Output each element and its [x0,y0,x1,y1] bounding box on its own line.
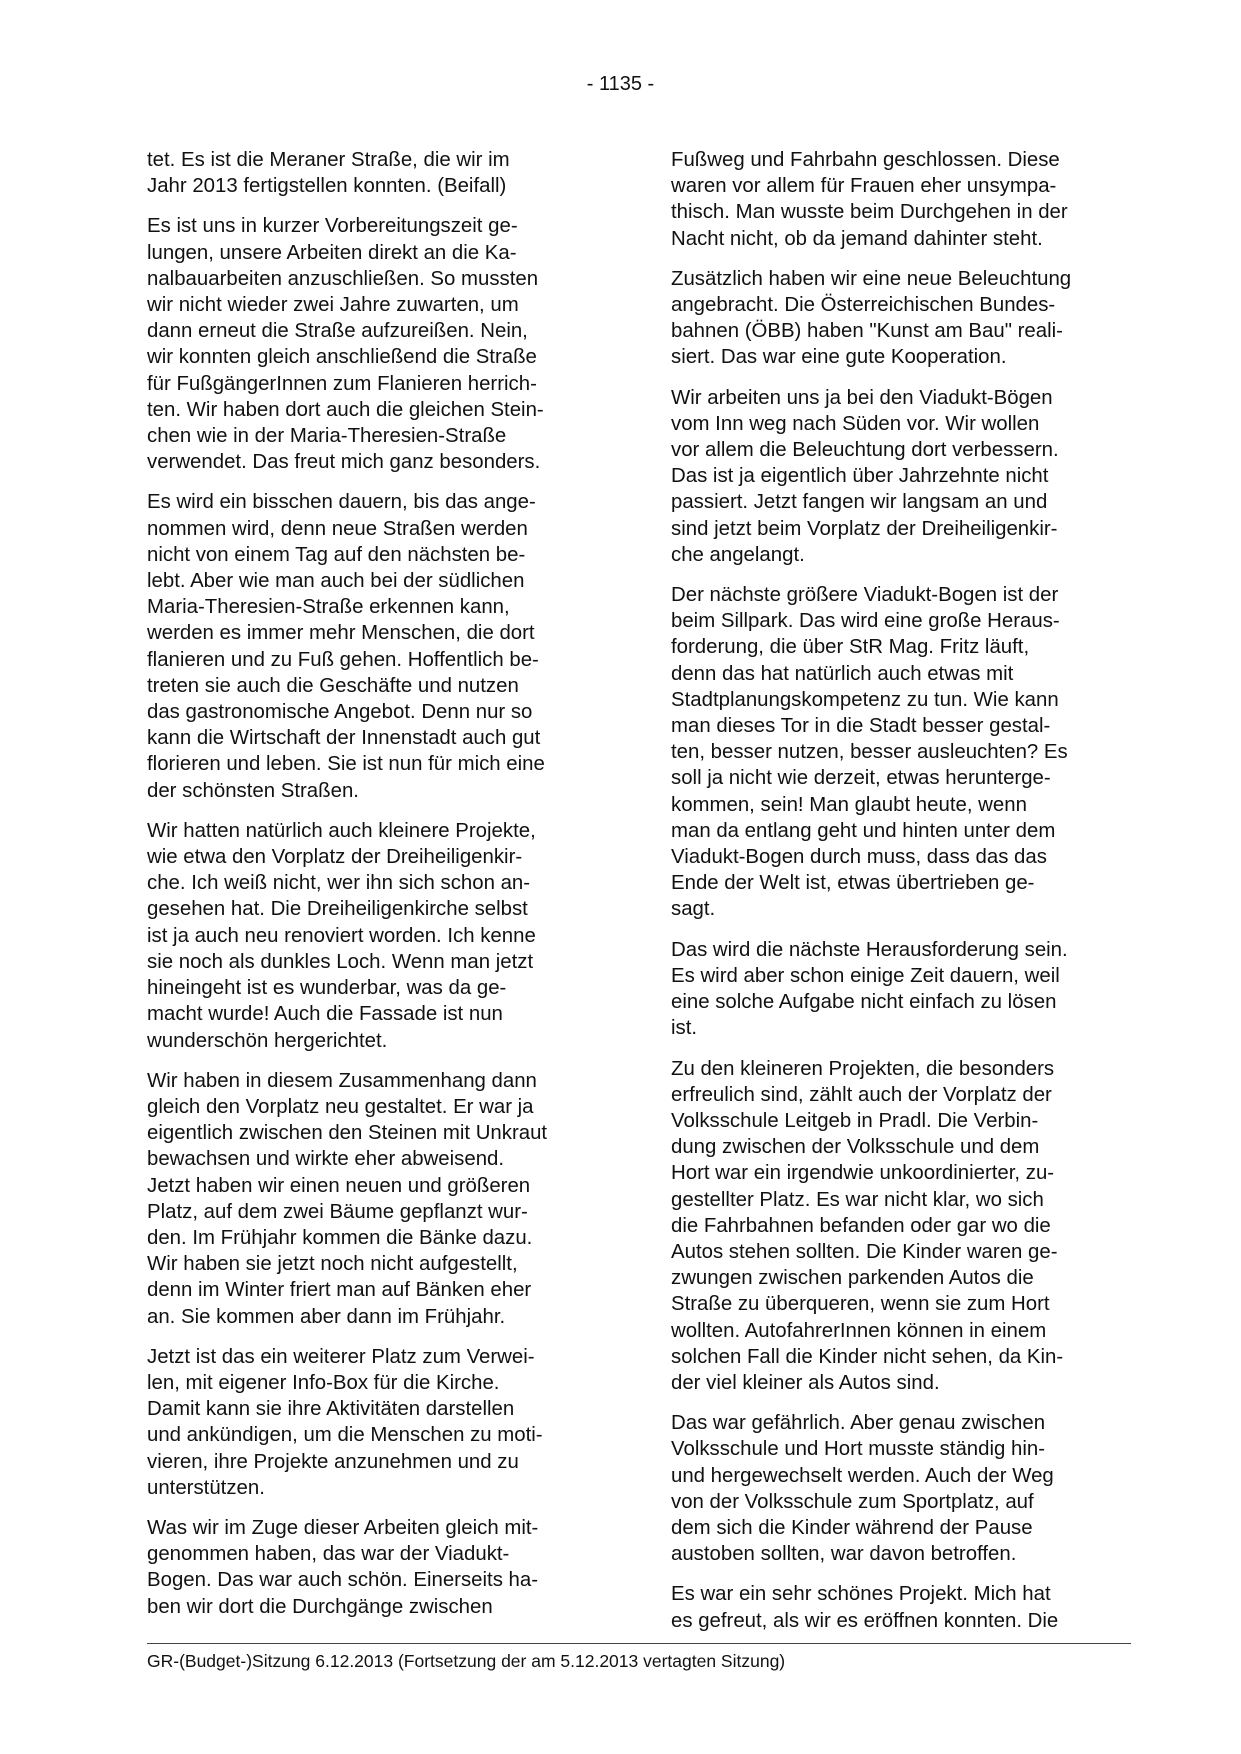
paragraph: Das wird die nächste Herausforderung sein. Es wird aber schon einige Zeit dauern, weil eine solche Aufgabe nicht einfach zu lösen ist. [671,938,1068,1040]
paragraph: tet. Es ist die Meraner Straße, die wir im Jahr 2013 fertigstellen konnten. (Beifall) [147,149,510,198]
paragraph: Wir hatten natürlich auch kleinere Projekte, wie etwa den Vorplatz der Dreiheiligenkir- che. Ich weiß nicht, wer ihn sich schon an- gesehen hat. Die Dreiheiligenkirche selbst ist ja auch neu renoviert worden. Ich kenne sie noch als dunkles Loch. Wenn man jetzt hineingeht ist es wunderbar, was da ge- macht wurde! Auch die Fassade ist nun wunderschön hergerichtet. [147,819,536,1052]
left-column [147,147,605,1634]
paragraph: Zu den kleineren Projekten, die besonders erfreulich sind, zählt auch der Vorplatz der Volksschule Leitgeb in Pradl. Die Verbin- dung zwischen der Volksschule und dem Hort war ein irgendwie unkoordinierter, zu- gestellter Platz. Es war nicht klar, wo sich die Fahrbahnen befanden oder gar wo die Autos stehen sollten. Die Kinder waren ge- zwungen zwischen parkenden Autos die Straße zu überqueren, wenn sie zum Hort wollten. AutofahrerInnen können in einem solchen Fall die Kinder nicht sehen, da Kin- der viel kleiner als Autos sind. [671,1057,1064,1394]
paragraph: Fußweg und Fahrbahn geschlossen. Diese waren vor allem für Frauen eher unsympa- thisch. Man wusste beim Durchgehen in der Nacht nicht, ob da jemand dahinter steht. [671,149,1068,250]
paragraph: Zusätzlich haben wir eine neue Beleuchtung angebracht. Die Österreichischen Bundes- bahnen (ÖBB) haben "Kunst am Bau" reali- siert. Das war eine gute Kooperation. [671,267,1072,369]
right-column [671,147,1129,1648]
paragraph: Es war ein sehr schönes Projekt. Mich hat es gefreut, als wir es eröffnen konnten. Die [671,1583,1059,1632]
paragraph: Es wird ein bisschen dauern, bis das ange- nommen wird, denn neue Straßen werden nicht von einem Tag auf den nächsten be- lebt. Aber wie man auch bei der südlichen Maria-Theresien-Straße erkennen kann, werden es immer mehr Menschen, die dort flanieren und zu Fuß gehen. Hoffentlich be- treten sie auch die Geschäfte und nutzen das gastronomische Angebot. Denn nur so kann die Wirtschaft der Innenstadt auch gut florieren und leben. Sie ist nun für mich eine der schönsten Straßen. [147,491,545,802]
paragraph: Das war gefährlich. Aber genau zwischen Volksschule und Hort musste ständig hin- und hergewechselt werden. Auch der Weg von der Volksschule zum Sportplatz, auf dem sich die Kinder während der Pause austoben sollten, war davon betroffen. [671,1412,1054,1566]
footer-text: GR-(Budget-)Sitzung 6.12.2013 (Fortsetzung der am 5.12.2013 vertagten Sitzung) [147,1651,786,1671]
paragraph: Wir haben in diesem Zusammenhang dann gleich den Vorplatz neu gestaltet. Er war ja eigentlich zwischen den Steinen mit Unkraut bewachsen und wirkte eher abweisend. Jetzt haben wir einen neuen und größeren Platz, auf dem zwei Bäume gepflanzt wur- den. Im Frühjahr kommen die Bänke dazu. Wir haben sie jetzt noch nicht aufgestellt, denn im Winter friert man auf Bänken eher an. Sie kommen aber dann im Frühjahr. [147,1069,548,1328]
paragraph: Wir arbeiten uns ja bei den Viadukt-Bögen vom Inn weg nach Süden vor. Wir wollen vor allem die Beleuchtung dort verbessern. Das ist ja eigentlich über Jahrzehnte nicht passiert. Jetzt fangen wir langsam an und sind jetzt beim Vorplatz der Dreiheiligenkir- che angelangt. [671,386,1059,566]
page-number: - 1135 - [586,73,655,95]
paragraph: Was wir im Zuge dieser Arbeiten gleich mit- genommen haben, das war der Viadukt- Bogen. Das war auch schön. Einerseits ha- ben wir dort die Durchgänge zwischen [147,1516,539,1618]
paragraph: Jetzt ist das ein weiterer Platz zum Verwei- len, mit eigener Info-Box für die Kirche. Damit kann sie ihre Aktivitäten darstellen und ankündigen, um die Menschen zu moti- vieren, ihre Projekte anzunehmen und zu unterstützen. [147,1345,543,1499]
paragraph: Der nächste größere Viadukt-Bogen ist der beim Sillpark. Das wird eine große Heraus- forderung, die über StR Mag. Fritz läuft, denn das hat natürlich auch etwas mit Stadtplanungskompetenz zu tun. Wie kann man dieses Tor in die Stadt besser gestal- ten, besser nutzen, besser ausleuchten? Es soll ja nicht wie derzeit, etwas herunterge- kommen, sein! Man glaubt heute, wenn man da entlang geht und hinten unter dem Viadukt-Bogen durch muss, dass das das Ende der Welt ist, etwas übertrieben ge- sagt. [671,584,1068,921]
footer-divider [147,1643,1131,1644]
paragraph: Es ist uns in kurzer Vorbereitungszeit ge- lungen, unsere Arbeiten direkt an die Ka- nalbauarbeiten anzuschließen. So mussten wir nicht wieder zwei Jahre zuwarten, um dann erneut die Straße aufzureißen. Nein, wir konnten gleich anschließend die Straße für FußgängerInnen zum Flanieren herrich- ten. Wir haben dort auch die gleichen Stein- chen wie in der Maria-Theresien-Straße verwendet. Das freut mich ganz besonders. [147,215,544,474]
